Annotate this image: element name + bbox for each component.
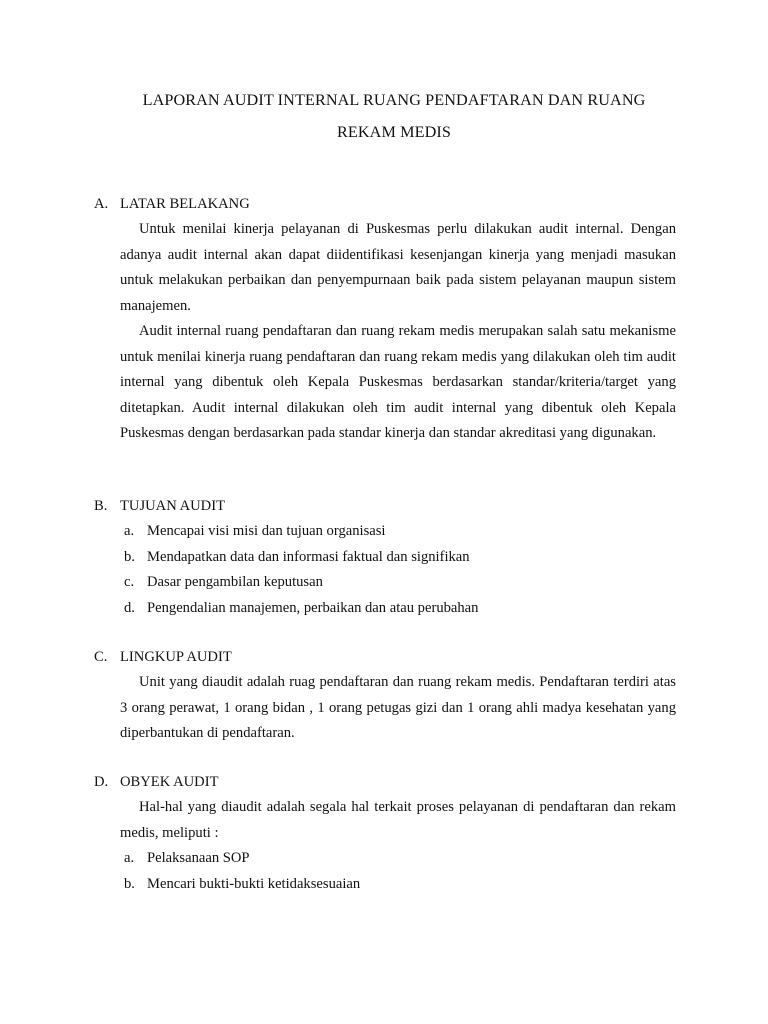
section-label: LINGKUP AUDIT xyxy=(120,649,232,665)
paragraph: Untuk menilai kinerja pelayanan di Puskesmas perlu dilakukan audit internal. Dengan adanya audit internal akan dapat diidentifikasi kesenjangan kinerja yang menjadi masukan untuk melakukan perbaikan dan penyempurnaan baik pada sistem pelayanan maupun sistem manajemen. xyxy=(120,221,676,314)
list-item xyxy=(94,570,676,596)
list-item xyxy=(94,519,676,545)
list-text: Pengendalian manajemen, perbaikan dan atau perubahan xyxy=(147,599,479,616)
section-heading xyxy=(94,645,676,670)
list-text: Mencari bukti-bukti ketidaksesuaian xyxy=(147,875,361,892)
section-obyek-audit xyxy=(94,770,676,897)
paragraph: Audit internal ruang pendaftaran dan ruang rekam medis merupakan salah satu mekanisme untuk menilai kinerja ruang pendaftaran dan ruang rekam medis yang dilakukan oleh tim audit internal yang dibentuk oleh Kepala Puskesmas berdasarkan standar/kriteria/target yang ditetapkan. Audit internal dilakukan oleh tim audit internal yang dibentuk oleh Kepala Puskesmas dengan berdasarkan pada standar kinerja dan standar akreditasi yang digunakan. xyxy=(120,323,676,441)
section-letter: A. xyxy=(94,196,109,212)
audit-object-list xyxy=(94,846,676,897)
list-marker: a. xyxy=(124,850,135,866)
section-heading xyxy=(94,192,676,217)
list-item xyxy=(94,872,676,898)
list-marker: c. xyxy=(124,574,135,590)
section-heading xyxy=(94,770,676,795)
document-title xyxy=(60,84,728,148)
title-line-1: LAPORAN AUDIT INTERNAL RUANG PENDAFTARAN DAN RUANG xyxy=(142,91,646,109)
section-letter: D. xyxy=(94,774,109,790)
list-text: Dasar pengambilan keputusan xyxy=(147,574,323,590)
section-letter: B. xyxy=(94,498,108,514)
section-label: TUJUAN AUDIT xyxy=(120,498,225,514)
list-item xyxy=(94,846,676,872)
section-letter: C. xyxy=(94,649,108,665)
list-text: Mencapai visi misi dan tujuan organisasi xyxy=(147,523,386,539)
list-text: Pelaksanaan SOP xyxy=(147,850,250,866)
title-line-2: REKAM MEDIS xyxy=(337,123,451,141)
section-latar-belakang xyxy=(94,192,676,447)
paragraph: Unit yang diaudit adalah ruag pendaftaran dan ruang rekam medis. Pendaftaran terdiri atas 3 orang perawat, 1 orang bidan , 1 orang petugas gizi dan 1 orang ahli madya kesehatan yang diperbantukan di pendaftaran. xyxy=(120,674,676,741)
section-label: LATAR BELAKANG xyxy=(120,196,250,212)
list-marker: a. xyxy=(124,523,135,539)
section-tujuan-audit xyxy=(94,494,676,621)
list-text: Mendapatkan data dan informasi faktual dan signifikan xyxy=(147,548,470,565)
list-marker: d. xyxy=(124,599,135,616)
section-heading xyxy=(94,494,676,519)
list-item xyxy=(94,596,676,622)
list-marker: b. xyxy=(124,875,135,892)
section-lingkup-audit xyxy=(94,645,676,747)
list-item xyxy=(94,545,676,571)
objective-list xyxy=(94,519,676,621)
section-label: OBYEK AUDIT xyxy=(120,774,219,790)
list-marker: b. xyxy=(124,548,135,565)
paragraph: Hal-hal yang diaudit adalah segala hal terkait proses pelayanan di pendaftaran dan rekam medis, meliputi : xyxy=(120,799,676,841)
